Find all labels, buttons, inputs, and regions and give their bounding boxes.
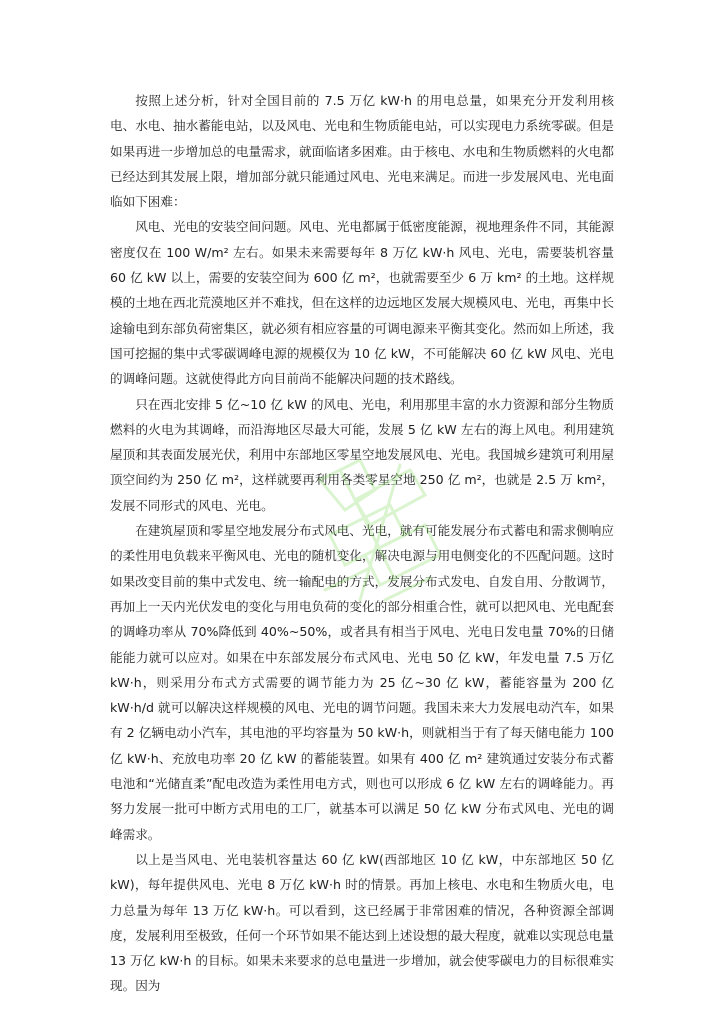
paragraph-2: 风电、光电的安装空间问题。风电、光电都属于低密度能源，视地理条件不同，其能源密度仅在 100 W/m² 左右。如果未来需要每年 8 万亿 kW·h 风电、光电，需要装机容量 60 亿 kW 以上，需要的安装空间为 600 亿 m²，也就需要至少 6 万 km² 的土地。这样规模的土地在西北荒漠地区并不难找，但在这样的边远地区发展大规模风电、光电，再集中长途输电到东部负荷密集区，就必须有相应容量的可调电源来平衡其变化。然而如上所述，我国可挖掘的集中式零碳调峰电源的规模仅为 10 亿 kW，不可能解决 60 亿 kW 风电、光电的调峰问题。这就使得此方向目前尚不能解决问题的技术路线。 — [110, 219, 614, 387]
paragraph-4: 在建筑屋顶和零星空地发展分布式风电、光电，就有可能发展分布式蓄电和需求侧响应的柔性用电负载来平衡风电、光电的随机变化，解决电源与用电侧变化的不匹配问题。这时如果改变目前的集中式发电、统一输配电的方式，发展分布式发电、自发自用、分散调节，再加上一天内光伏发电的变化与用电负荷的变化的部分相重合性，就可以把风电、光电配套的调峰功率从 70%降低到 40%~50%，或者具有相当于风电、光电日发电量 70%的日储能能力就可以应对。如果在中东部发展分布式风电、光电 50 亿 kW，年发电量 7.5 万亿 kW·h，则采用分布式方式需要的调节能力为 25 亿~30 亿 kW，蓄能容量为 200 亿 kW·h/d 就可以解决这样规模的风电、光电的调节问题。我国未来大力发展电动汽车，如果有 2 亿辆电动小汽车，其电池的平均容量为 50 kW·h，则就相当于有了每天储电能力 100 亿 kW·h、充放电功率 20 亿 kW 的蓄能装置。如果有 400 亿 m² 建筑通过安装分布式蓄电池和“光储直柔”配电改造为柔性用电方式，则也可以形成 6 亿 kW 左右的调峰能力。再努力发展一批可中断方式用电的工厂，就基本可以满足 50 亿 kW 分布式风电、光电的调峰需求。 — [110, 523, 614, 842]
body-text — [110, 88, 614, 999]
paragraph-1: 按照上述分析，针对全国目前的 7.5 万亿 kW·h 的用电总量，如果充分开发利用核电、水电、抽水蓄能电站，以及风电、光电和生物质能电站，可以实现电力系统零碳。但是如果再进一步增加总的电量需求，就面临诸多困难。由于核电、水电和生物质燃料的火电都已经达到其发展上限，增加部分就只能通过风电、光电来满足。而进一步发展风电、光电面临如下困难： — [110, 93, 614, 210]
paragraph-3: 只在西北安排 5 亿~10 亿 kW 的风电、光电，利用那里丰富的水力资源和部分生物质燃料的火电为其调峰，而沿海地区尽最大可能，发展 5 亿 kW 左右的海上风电。利用建筑屋顶和其表面发展光伏，利用中东部地区零星空地发展风电、光电。我国城乡建筑可利用屋顶空间约为 250 亿 m²，这样就要再利用各类零星空地 250 亿 m²，也就是 2.5 万 km²，发展不同形式的风电、光电。 — [110, 396, 614, 513]
paragraph-5: 以上是当风电、光电装机容量达 60 亿 kW(西部地区 10 亿 kW，中东部地区 50 亿 kW)，每年提供风电、光电 8 万亿 kW·h 时的情景。再加上核电、水电和生物质火电，电力总量为每年 13 万亿 kW·h。可以看到，这已经属于非常困难的情况，各种资源全部调度，发展利用至极致，任何一个环节如果不能达到上述设想的最大程度，就难以实现总电量 13 万亿 kW·h 的目标。如果未来要求的总电量进一步增加，就会使零碳电力的目标很难实现。因为 — [110, 851, 614, 994]
